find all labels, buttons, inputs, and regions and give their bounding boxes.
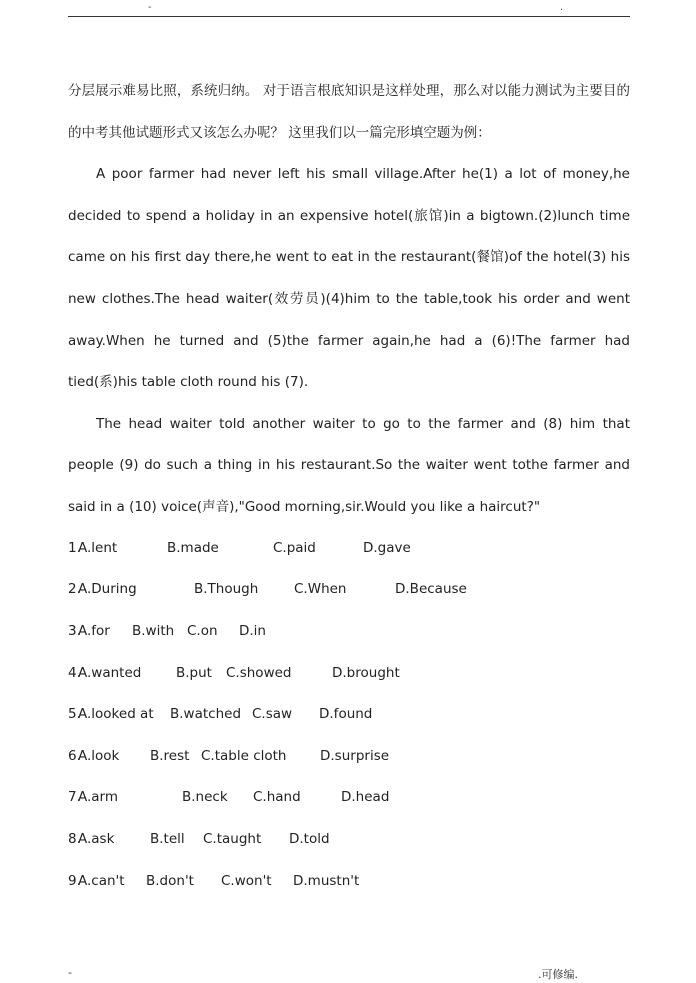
question-number: 8. <box>68 831 81 847</box>
option-b: B.with <box>132 623 175 639</box>
question-number: 9. <box>68 873 81 889</box>
option-b: B.Though <box>194 581 259 597</box>
option-c: C.taught <box>203 831 262 847</box>
option-d: D.told <box>289 831 330 847</box>
question-number: 7. <box>68 789 81 805</box>
option-b: B.neck <box>182 789 228 805</box>
intro-paragraph: 分层展示难易比照，系统归纳。 对于语言根底知识是这样处理，那么对以能力测试为主要目的的中考其他试题形式又该怎么办呢？ 这里我们以一篇完形填空题为例： <box>68 83 630 141</box>
option-d: D.in <box>239 623 266 639</box>
story-paragraph-1: A poor farmer had never left his small village.After he(1) a lot of money,he decided to spend a holiday in an expensive hotel(旅馆)in a bigtown.(2)lunch time came on his first day there,he went to eat in the restaurant(餐馆)of the hotel(3) his new clothes.The head waiter(效劳员)(4)him to the table,took his order and went away.When he turned and (5)the farmer again,he had a (6)!The farmer had tied(系)his table cloth round his (7). <box>68 166 630 391</box>
option-d: D.head <box>341 789 390 805</box>
option-c: C.on <box>187 623 218 639</box>
question-number: 1. <box>68 540 81 556</box>
option-b: B.made <box>167 540 219 556</box>
footer-editable-note: .可修编. <box>538 968 578 981</box>
option-d: D.mustn't <box>293 873 360 889</box>
option-c: C.won't <box>221 873 272 889</box>
option-c: C.paid <box>273 540 316 556</box>
footer-left-mark: - <box>68 966 72 979</box>
header-rule <box>68 16 630 17</box>
option-a: A.arm <box>78 789 119 805</box>
option-d: D.gave <box>363 540 411 556</box>
option-d: D.Because <box>395 581 467 597</box>
option-d: D.found <box>319 706 373 722</box>
option-a: A.lent <box>78 540 118 556</box>
option-d: D.surprise <box>320 748 390 764</box>
option-c: C.hand <box>253 789 301 805</box>
question-number: 4. <box>68 665 81 681</box>
option-c: C.saw <box>252 706 293 722</box>
option-b: B.watched <box>170 706 242 722</box>
question-number: 5. <box>68 706 81 722</box>
option-a: A.can't <box>78 873 125 889</box>
question-number: 6. <box>68 748 81 764</box>
option-a: A.ask <box>78 831 115 847</box>
option-b: B.don't <box>146 873 194 889</box>
option-d: D.brought <box>332 665 400 681</box>
option-a: A.wanted <box>78 665 142 681</box>
option-b: B.rest <box>150 748 190 764</box>
option-c: C.When <box>294 581 347 597</box>
option-a: A.for <box>78 623 110 639</box>
option-c: C.showed <box>226 665 292 681</box>
option-c: C.table cloth <box>201 748 287 764</box>
question-number: 3. <box>68 623 81 639</box>
option-a: A.look <box>78 748 120 764</box>
header-right-mark: . <box>560 2 564 13</box>
option-b: B.tell <box>150 831 185 847</box>
story-paragraph-2: The head waiter told another waiter to go to the farmer and (8) him that people (9) do such a thing in his restaurant.So the waiter went tothe farmer and said in a (10) voice(声音),"Good morning,sir.Would you like a haircut?" <box>68 415 630 515</box>
option-a: A.During <box>78 581 137 597</box>
option-b: B.put <box>176 665 212 681</box>
body-text <box>68 71 630 529</box>
header-left-mark: - <box>148 2 152 13</box>
question-number: 2. <box>68 581 81 597</box>
option-a: A.looked at <box>78 706 154 722</box>
